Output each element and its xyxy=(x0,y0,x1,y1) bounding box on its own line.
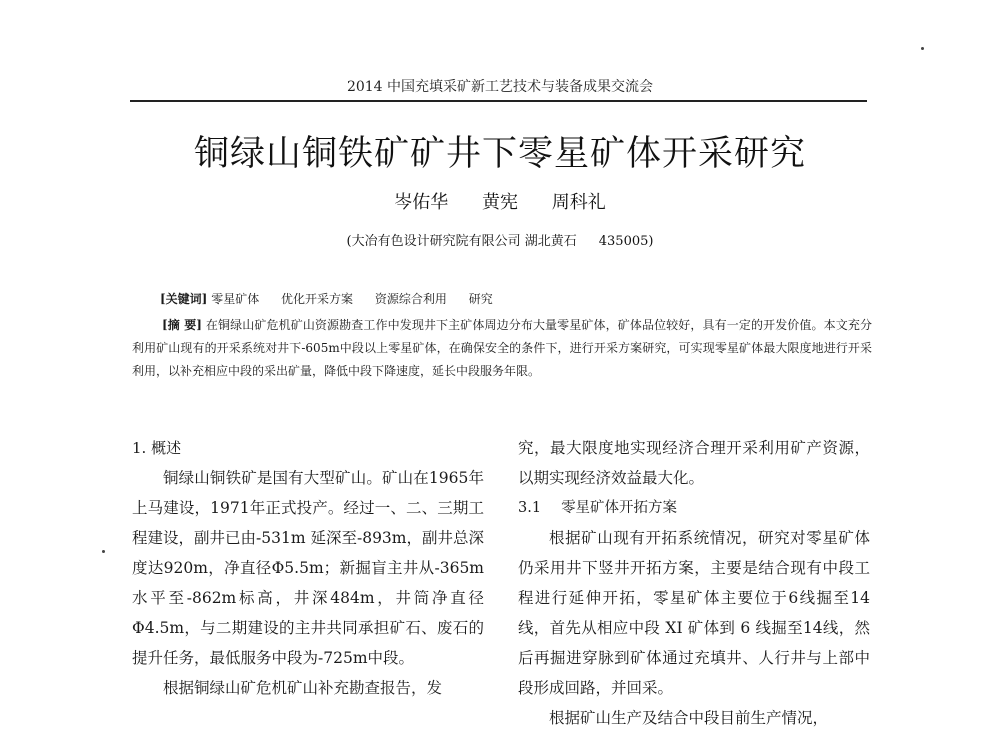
author-list xyxy=(0,188,1000,214)
keyword: 研究 xyxy=(468,292,493,306)
paper-title: 铜绿山铜铁矿矿井下零星矿体开采研究 xyxy=(193,134,806,174)
body-paragraph: 根据矿山生产及结合中段目前生产情况， xyxy=(549,709,829,727)
keywords xyxy=(160,290,511,307)
subsection-number: 3.1 xyxy=(518,500,542,516)
body-paragraph: 根据铜绿山矿危机矿山补充勘查报告，发 xyxy=(163,679,443,697)
body-paragraph: 根据矿山现有开拓系统情况，研究对零星矿体仍采用井下竖井开拓方案，主要是结合现有中段工程进行延伸开拓，零星矿体主要位于6线掘至14线，首先从相应中段 XI 矿体到 6 线掘至14线，然后再掘进穿脉到矿体通过充填井、人行井与上部中段形成回路，并回采。 xyxy=(518,529,870,697)
body-paragraph: 铜绿山铜铁矿是国有大型矿山。矿山在1965年上马建设，1971年正式投产。经过一、二、三期工程建设，副井已由-531m 延深至-893m，副井总深度达920m，净直径Φ5.5m；新掘盲主井从-365m水平至-862m标高，井深484m，井筒净直径Φ4.5m，与二期建设的主井共同承担矿石、废石的提升任务，最低服务中段为-725m中段。 xyxy=(132,469,484,667)
author-name: 岑佑华 xyxy=(394,192,449,213)
abstract-text: 在铜绿山矿危机矿山资源勘查工作中发现井下主矿体周边分布大量零星矿体，矿体品位较好，具有一定的开发价值。本文充分利用矿山现有的开采系统对井下-605m中段以上零星矿体，在确保安全的条件下，进行开采方案研究，可实现零星矿体最大限度地进行开采利用，以补充相应中段的采出矿量，降低中段下降速度，延长中段服务年限。 xyxy=(132,318,872,378)
abstract xyxy=(132,314,872,383)
author-name: 黄宪 xyxy=(482,192,518,213)
left-column xyxy=(132,433,484,703)
body-paragraph: 究，最大限度地实现经济合理开采利用矿产资源，以期实现经济效益最大化。 xyxy=(518,439,870,487)
scan-speck xyxy=(102,550,105,553)
keyword: 零星矿体 xyxy=(211,292,260,306)
right-column xyxy=(518,433,870,733)
keyword: 优化开采方案 xyxy=(281,292,354,306)
subsection-title: 零星矿体开拓方案 xyxy=(561,500,678,516)
author-name: 周科礼 xyxy=(551,192,606,213)
scan-speck xyxy=(921,47,924,50)
keywords-label: [关键词] xyxy=(160,292,208,306)
affiliation xyxy=(0,230,1000,249)
section-heading: 1. 概述 xyxy=(132,439,182,457)
abstract-label: [摘 要] xyxy=(162,318,202,332)
header-divider xyxy=(130,100,867,102)
affiliation-zip: 435005) xyxy=(598,234,654,249)
affiliation-text: (大冶有色设计研究院有限公司 湖北黄石 xyxy=(346,234,577,249)
conference-header: 2014 中国充填采矿新工艺技术与装备成果交流会 xyxy=(346,79,654,95)
subsection-heading xyxy=(518,493,870,523)
keyword: 资源综合利用 xyxy=(374,292,447,306)
